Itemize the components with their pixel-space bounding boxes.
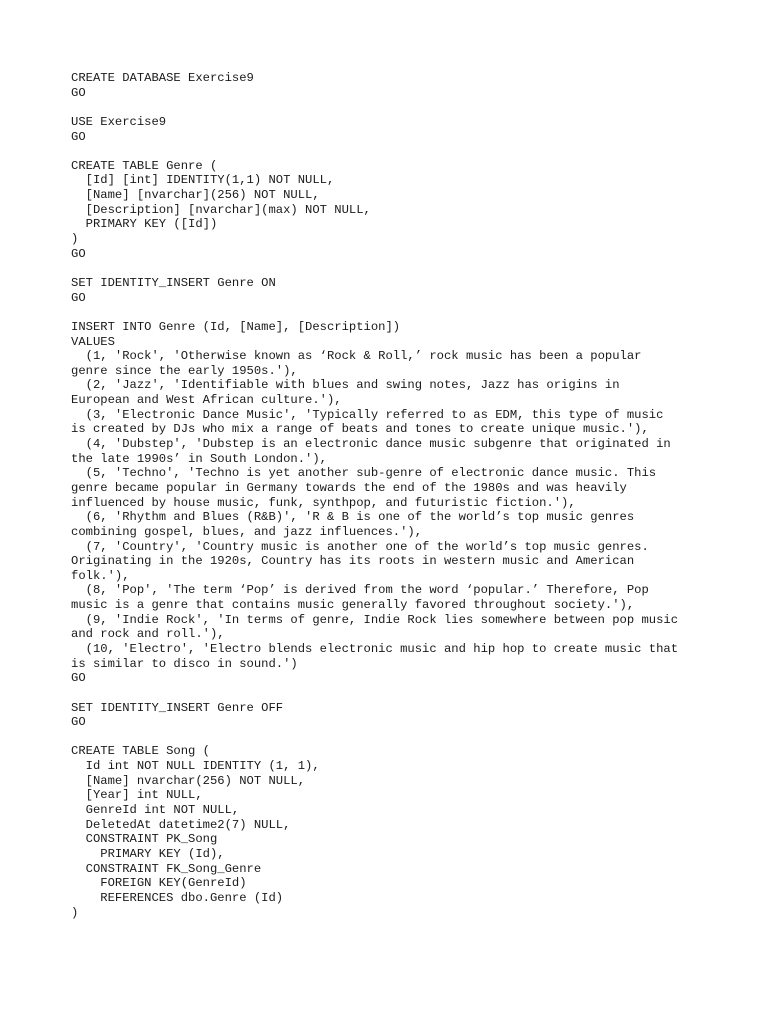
code-line bbox=[71, 686, 751, 701]
code-line: is created by DJs who mix a range of beats and tones to create unique music.'), bbox=[71, 422, 649, 437]
code-line: [Name] nvarchar(256) NOT NULL, bbox=[71, 773, 306, 788]
code-line: (1, 'Rock', 'Otherwise known as ‘Rock & Roll,’ rock music has been a popular bbox=[71, 349, 642, 364]
code-line: Id int NOT NULL IDENTITY (1, 1), bbox=[71, 759, 320, 774]
code-line: [Id] [int] IDENTITY(1,1) NOT NULL, bbox=[71, 173, 335, 188]
code-line: influenced by house music, funk, synthpop, and futuristic fiction.'), bbox=[71, 495, 576, 510]
code-line: GO bbox=[71, 671, 86, 686]
code-line: (3, 'Electronic Dance Music', 'Typically referred to as EDM, this type of music bbox=[71, 407, 664, 422]
code-line: (8, 'Pop', 'The term ‘Pop’ is derived from the word ‘popular.’ Therefore, Pop bbox=[71, 583, 649, 598]
code-line: (10, 'Electro', 'Electro blends electronic music and hip hop to create music that bbox=[71, 641, 679, 656]
code-line: is similar to disco in sound.') bbox=[71, 656, 298, 671]
code-line bbox=[71, 144, 751, 159]
code-line: [Name] [nvarchar](256) NOT NULL, bbox=[71, 188, 320, 203]
code-line: (5, 'Techno', 'Techno is yet another sub-genre of electronic dance music. This bbox=[71, 466, 657, 481]
code-line bbox=[71, 261, 751, 276]
code-line: PRIMARY KEY ([Id]) bbox=[71, 217, 218, 232]
code-line: [Year] int NULL, bbox=[71, 788, 203, 803]
code-line: combining gospel, blues, and jazz influences.'), bbox=[71, 524, 423, 539]
code-line: (7, 'Country', 'Country music is another one of the world’s top music genres. bbox=[71, 539, 649, 554]
code-line: ) bbox=[71, 232, 79, 247]
code-line: (4, 'Dubstep', 'Dubstep is an electronic dance music subgenre that originated in bbox=[71, 437, 671, 452]
code-line: and rock and roll.'), bbox=[71, 627, 225, 642]
code-line bbox=[71, 100, 751, 115]
code-line: folk.'), bbox=[71, 568, 130, 583]
code-line bbox=[71, 730, 751, 745]
code-line: the late 1990s’ in South London.'), bbox=[71, 451, 327, 466]
code-line: SET IDENTITY_INSERT Genre OFF bbox=[71, 700, 284, 715]
code-line: GO bbox=[71, 290, 86, 305]
code-line: CREATE DATABASE Exercise9 bbox=[71, 71, 254, 85]
code-line: music is a genre that contains music generally favored throughout society.'), bbox=[71, 598, 635, 613]
code-line: (6, 'Rhythm and Blues (R&B)', 'R & B is one of the world’s top music genres bbox=[71, 510, 635, 525]
code-line: PRIMARY KEY (Id), bbox=[71, 846, 225, 861]
code-line: GenreId int NOT NULL, bbox=[71, 803, 240, 818]
code-line: genre since the early 1950s.'), bbox=[71, 363, 298, 378]
code-line: CONSTRAINT FK_Song_Genre bbox=[71, 861, 262, 876]
sql-script bbox=[71, 71, 751, 920]
code-line: [Description] [nvarchar](max) NOT NULL, bbox=[71, 202, 371, 217]
code-line: CONSTRAINT PK_Song bbox=[71, 832, 218, 847]
code-line: FOREIGN KEY(GenreId) bbox=[71, 876, 247, 891]
code-line: USE Exercise9 bbox=[71, 114, 167, 129]
code-line: European and West African culture.'), bbox=[71, 393, 342, 408]
code-line: REFERENCES dbo.Genre (Id) bbox=[71, 890, 284, 905]
code-line: Originating in the 1920s, Country has its roots in western music and American bbox=[71, 554, 635, 569]
code-line: GO bbox=[71, 85, 86, 100]
code-line: VALUES bbox=[71, 334, 115, 349]
code-line bbox=[71, 305, 751, 320]
code-line: (9, 'Indie Rock', 'In terms of genre, Indie Rock lies somewhere between pop music bbox=[71, 612, 679, 627]
code-line: SET IDENTITY_INSERT Genre ON bbox=[71, 275, 276, 290]
code-line: GO bbox=[71, 715, 86, 730]
code-line: GO bbox=[71, 246, 86, 261]
code-line: INSERT INTO Genre (Id, [Name], [Description]) bbox=[71, 319, 401, 334]
code-line: GO bbox=[71, 129, 86, 144]
code-line: (2, 'Jazz', 'Identifiable with blues and swing notes, Jazz has origins in bbox=[71, 378, 620, 393]
code-line: CREATE TABLE Song ( bbox=[71, 744, 210, 759]
code-line: ) bbox=[71, 905, 79, 920]
code-line: CREATE TABLE Genre ( bbox=[71, 158, 218, 173]
code-line: DeletedAt datetime2(7) NULL, bbox=[71, 817, 291, 832]
code-line: genre became popular in Germany towards the end of the 1980s and was heavily bbox=[71, 480, 627, 495]
